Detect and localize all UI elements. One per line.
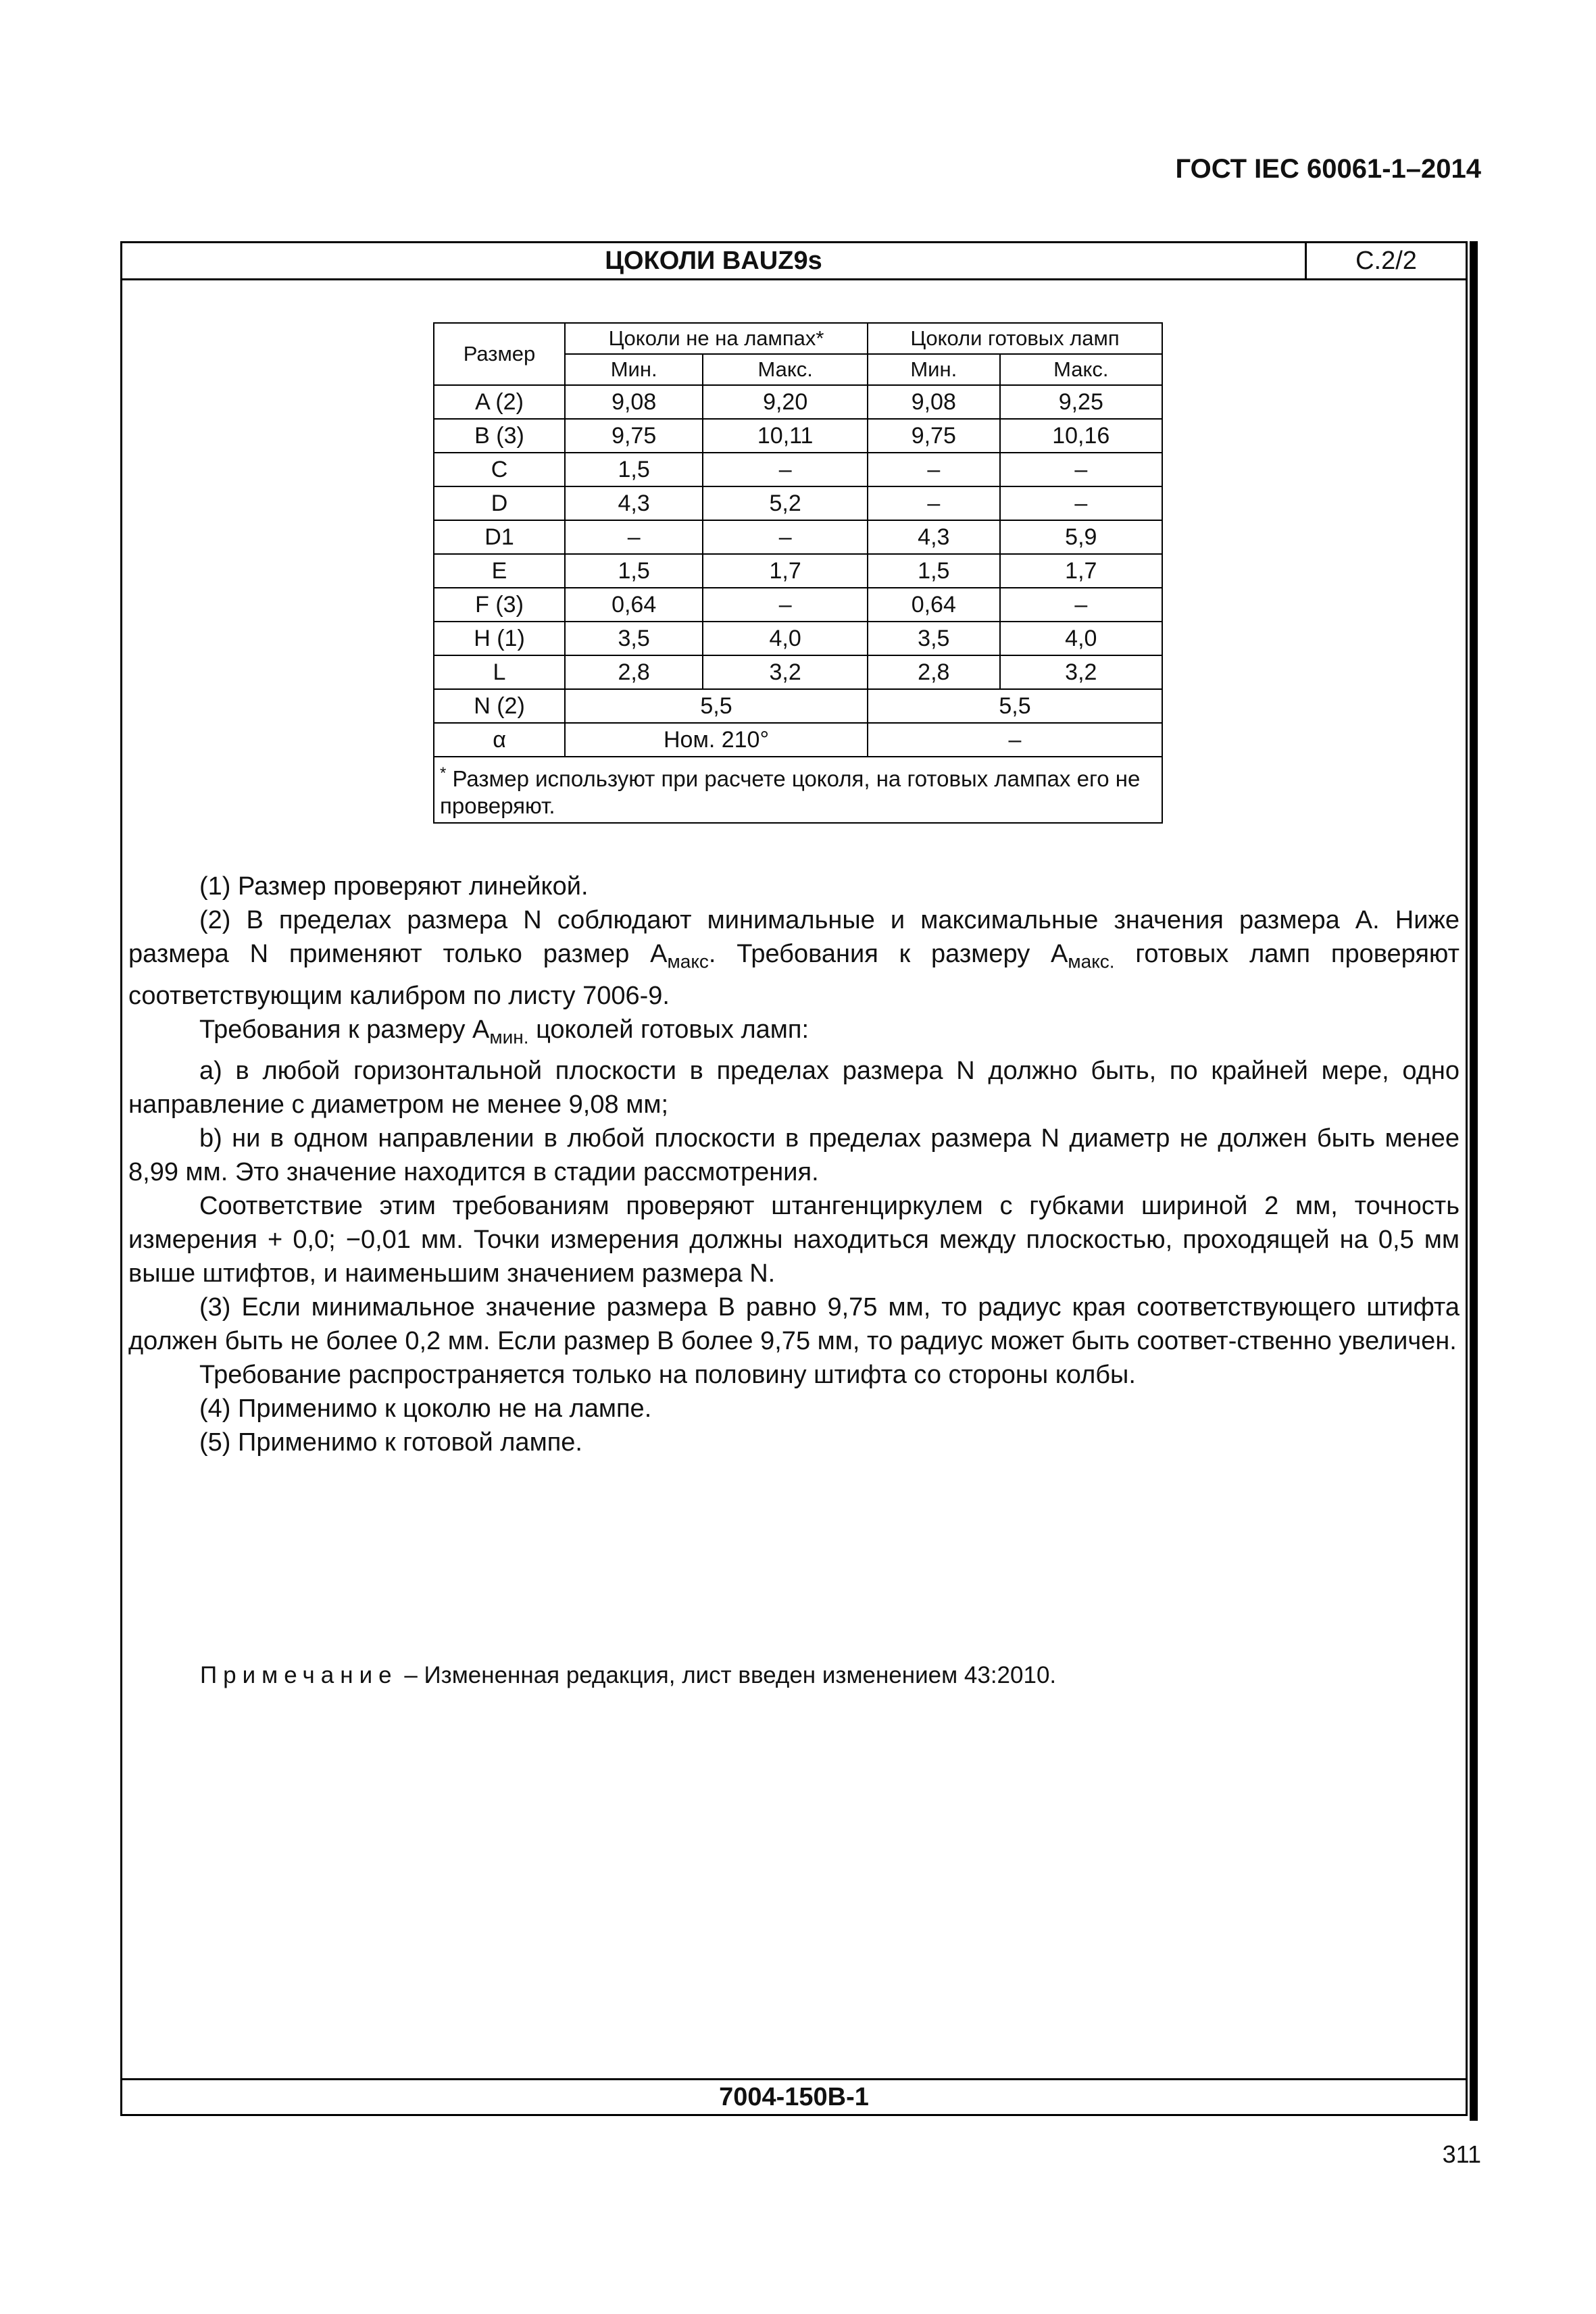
sheet-title: ЦОКОЛИ BAUZ9s: [605, 247, 822, 275]
value-cell: 0,64: [565, 588, 703, 622]
value-cell: 9,75: [565, 419, 703, 453]
value-cell: 1,5: [565, 554, 703, 588]
table-row: [434, 588, 1162, 622]
value-cell: 3,2: [1000, 655, 1162, 689]
size-cell: N (2): [434, 689, 565, 723]
table-row: [434, 486, 1162, 520]
standard-designation: ГОСТ IEC 60061-1–2014: [1175, 154, 1481, 184]
size-cell: E: [434, 554, 565, 588]
note-text: . Требования к размеру A: [708, 940, 1068, 968]
table-row: [434, 622, 1162, 655]
min-header: Мин.: [868, 354, 1000, 385]
remark: [200, 1662, 1056, 1689]
size-cell: A (2): [434, 385, 565, 419]
size-cell: L: [434, 655, 565, 689]
table-row: [434, 655, 1162, 689]
note-paragraph: b) ни в одном направлении в любой плоскости в пределах размера N диаметр не должен быть менее 8,99 мм. Это значение находится в стадии рассмотрения.: [128, 1124, 1460, 1187]
group1-header: Цоколи не на лампах*: [565, 323, 868, 354]
footnote-row: [434, 757, 1162, 823]
note-paragraph: [128, 1013, 1460, 1055]
value-cell: 1,5: [565, 453, 703, 486]
subscript: макс: [667, 951, 709, 972]
table-row: [434, 419, 1162, 453]
note-text: (2) В пределах размера N соблюдают минимальные и максимальные значения размера A. Ниже размера N применяют только размер A: [128, 906, 1460, 968]
footnote-mark: *: [440, 764, 447, 782]
value-cell: 1,5: [868, 554, 1000, 588]
table-row: [434, 520, 1162, 554]
table-header-row: [434, 323, 1162, 354]
col-size-header: Размер: [434, 323, 565, 385]
table-row: [434, 554, 1162, 588]
value-cell: –: [703, 520, 868, 554]
subscript: макс.: [1068, 951, 1115, 972]
dimensions-table: [433, 322, 1163, 824]
value-cell: –: [703, 588, 868, 622]
note-paragraph: (4) Применимо к цоколю не на лампе.: [199, 1394, 652, 1424]
value-cell: 4,0: [1000, 622, 1162, 655]
value-cell: 1,7: [703, 554, 868, 588]
size-cell: D: [434, 486, 565, 520]
value-cell: 5,2: [703, 486, 868, 520]
note-text: готовых ламп проверяют соответствующим калибром по листу 7006-9.: [128, 940, 1460, 1010]
value-cell: 2,8: [565, 655, 703, 689]
value-cell: 9,20: [703, 385, 868, 419]
value-cell: –: [1000, 486, 1162, 520]
value-cell: 4,0: [703, 622, 868, 655]
notes-block: [128, 870, 1460, 1459]
value-cell: 5,5: [868, 689, 1162, 723]
table-row: [434, 689, 1162, 723]
value-cell: –: [1000, 588, 1162, 622]
size-cell: D1: [434, 520, 565, 554]
value-cell: –: [565, 520, 703, 554]
footnote-text: Размер используют при расчете цоколя, на готовых лампах его не проверяют.: [440, 766, 1141, 818]
min-header: Мин.: [565, 354, 703, 385]
value-cell: 3,5: [868, 622, 1000, 655]
value-cell: 9,08: [565, 385, 703, 419]
value-cell: –: [868, 486, 1000, 520]
note-paragraph: Соответствие этим требованиям проверяют штангенциркулем с губками шириной 2 мм, точность измерения + 0,0; −0,01 мм. Точки измерения должны находиться между плоскостью, проходящей на 0,5 мм выше штифтов, и наименьшим значением размера N.: [128, 1192, 1460, 1288]
table-row: [434, 385, 1162, 419]
value-cell: 2,8: [868, 655, 1000, 689]
sheet-number: С.2/2: [1305, 243, 1466, 278]
table-footnote: [434, 757, 1162, 823]
value-cell: 5,9: [1000, 520, 1162, 554]
value-cell: 10,16: [1000, 419, 1162, 453]
size-cell: H (1): [434, 622, 565, 655]
value-cell: –: [703, 453, 868, 486]
max-header: Макс.: [703, 354, 868, 385]
note-paragraph: (3) Если минимальное значение размера B равно 9,75 мм, то радиус края соответствующего штифта должен быть не более 0,2 мм. Если размер B более 9,75 мм, то радиус может быть соответ-ственно увеличен.: [128, 1293, 1460, 1356]
value-cell: 1,7: [1000, 554, 1162, 588]
value-cell: 3,5: [565, 622, 703, 655]
value-cell: 9,25: [1000, 385, 1162, 419]
table-row: [434, 453, 1162, 486]
note-paragraph: Требование распространяется только на половину штифта со стороны колбы.: [199, 1361, 1136, 1390]
note-text: цоколей готовых ламп:: [528, 1015, 809, 1044]
value-cell: 4,3: [565, 486, 703, 520]
value-cell: 4,3: [868, 520, 1000, 554]
table-row: [434, 723, 1162, 757]
note-paragraph: [128, 903, 1460, 1013]
value-cell: –: [1000, 453, 1162, 486]
sheet-header: [122, 243, 1466, 280]
sheet-footer: 7004-150B-1: [122, 2078, 1466, 2114]
value-cell: 9,75: [868, 419, 1000, 453]
size-cell: F (3): [434, 588, 565, 622]
size-cell: C: [434, 453, 565, 486]
remark-text: – Измененная редакция, лист введен изменением 43:2010.: [397, 1662, 1057, 1688]
group2-header: Цоколи готовых ламп: [868, 323, 1162, 354]
value-cell: 3,2: [703, 655, 868, 689]
note-paragraph: (1) Размер проверяют линейкой.: [199, 872, 589, 901]
note-paragraph: a) в любой горизонтальной плоскости в пределах размера N должно быть, по крайней мере, одно направление с диаметром не менее 9,08 мм;: [128, 1057, 1460, 1120]
max-header: Макс.: [1000, 354, 1162, 385]
note-text: Требования к размеру A: [199, 1015, 490, 1044]
value-cell: –: [868, 453, 1000, 486]
remark-label: Примечание: [200, 1662, 398, 1688]
value-cell: 9,08: [868, 385, 1000, 419]
value-cell: –: [868, 723, 1162, 757]
size-cell: B (3): [434, 419, 565, 453]
value-cell: Ном. 210°: [565, 723, 868, 757]
value-cell: 5,5: [565, 689, 868, 723]
frame-thick-edge: [1470, 241, 1478, 2121]
note-paragraph: (5) Применимо к готовой лампе.: [199, 1428, 582, 1457]
value-cell: 0,64: [868, 588, 1000, 622]
page-number: 311: [1442, 2140, 1481, 2168]
subscript: мин.: [489, 1026, 529, 1048]
size-cell: α: [434, 723, 565, 757]
value-cell: 10,11: [703, 419, 868, 453]
